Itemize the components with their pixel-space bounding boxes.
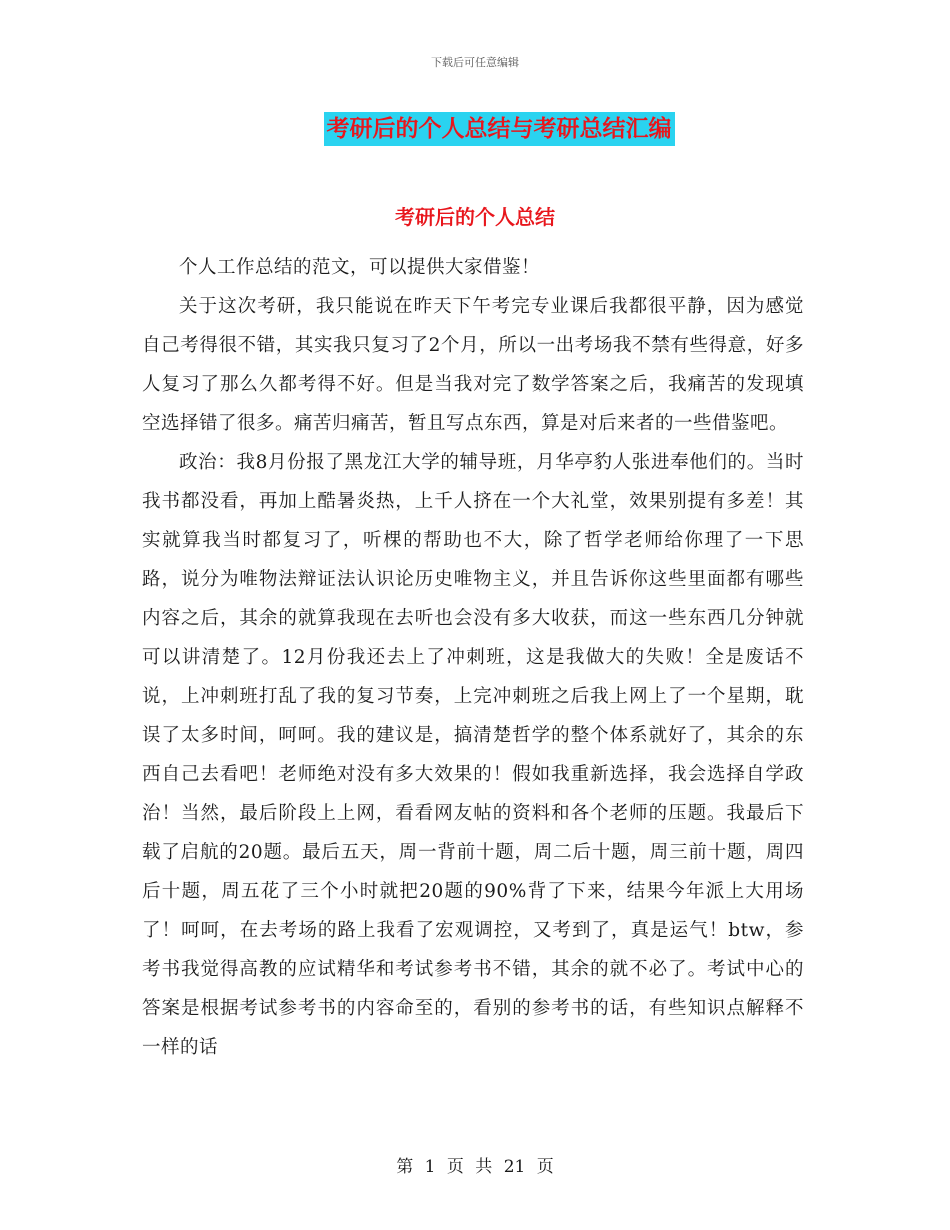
document-body — [142, 248, 804, 1067]
body-paragraph: 政治：我8月份报了黑龙江大学的辅导班，月华亭豹人张进奉他们的。当时我书都没看，再加上酷暑炎热，上千人挤在一个大礼堂，效果别提有多差！其实就算我当时都复习了，听棵的帮助也不大，除了哲学老师给你理了一下思路，说分为唯物法辩证法认识论历史唯物主义，并且告诉你这些里面都有哪些内容之后，其余的就算我现在去听也会没有多大收获，而这一些东西几分钟就可以讲清楚了。12月份我还去上了冲刺班，这是我做大的失败！全是废话不说，上冲刺班打乱了我的复习节奏，上完冲刺班之后我上网上了一个星期，耽误了太多时间，呵呵。我的建议是，搞清楚哲学的整个体系就好了，其余的东西自己去看吧！老师绝对没有多大效果的！假如我重新选择，我会选择自学政治！当然，最后阶段上上网，看看网友帖的资料和各个老师的压题。我最后下载了启航的20题。最后五天，周一背前十题，周二后十题，周三前十题，周四后十题，周五花了三个小时就把20题的90%背了下来，结果今年派上大用场了！呵呵，在去考场的路上我看了宏观调控，又考到了，真是运气！btw，参考书我觉得高教的应试精华和考试参考书不错，其余的就不必了。考试中心的答案是根据考试参考书的内容命至的，看别的参考书的话，有些知识点解释不一样的话 — [142, 452, 804, 1058]
document-title: 考研后的个人总结与考研总结汇编 — [324, 112, 675, 146]
body-paragraph: 关于这次考研，我只能说在昨天下午考完专业课后我都很平静，因为感觉自己考得很不错，其实我只复习了2个月，所以一出考场我不禁有些得意，好多人复习了那么久都考得不好。但是当我对完了数学答案之后，我痛苦的发现填空选择错了很多。痛苦归痛苦，暂且写点东西，算是对后来者的一些借鉴吧。 — [142, 296, 804, 434]
section-title: 考研后的个人总结 — [395, 205, 555, 229]
document-title-container — [0, 112, 950, 146]
page-number-footer: 第 1 页 共 21 页 — [396, 1157, 554, 1177]
page-header-note: 下载后可任意编辑 — [431, 56, 519, 69]
body-paragraph: 个人工作总结的范文，可以提供大家借鉴！ — [179, 257, 541, 278]
